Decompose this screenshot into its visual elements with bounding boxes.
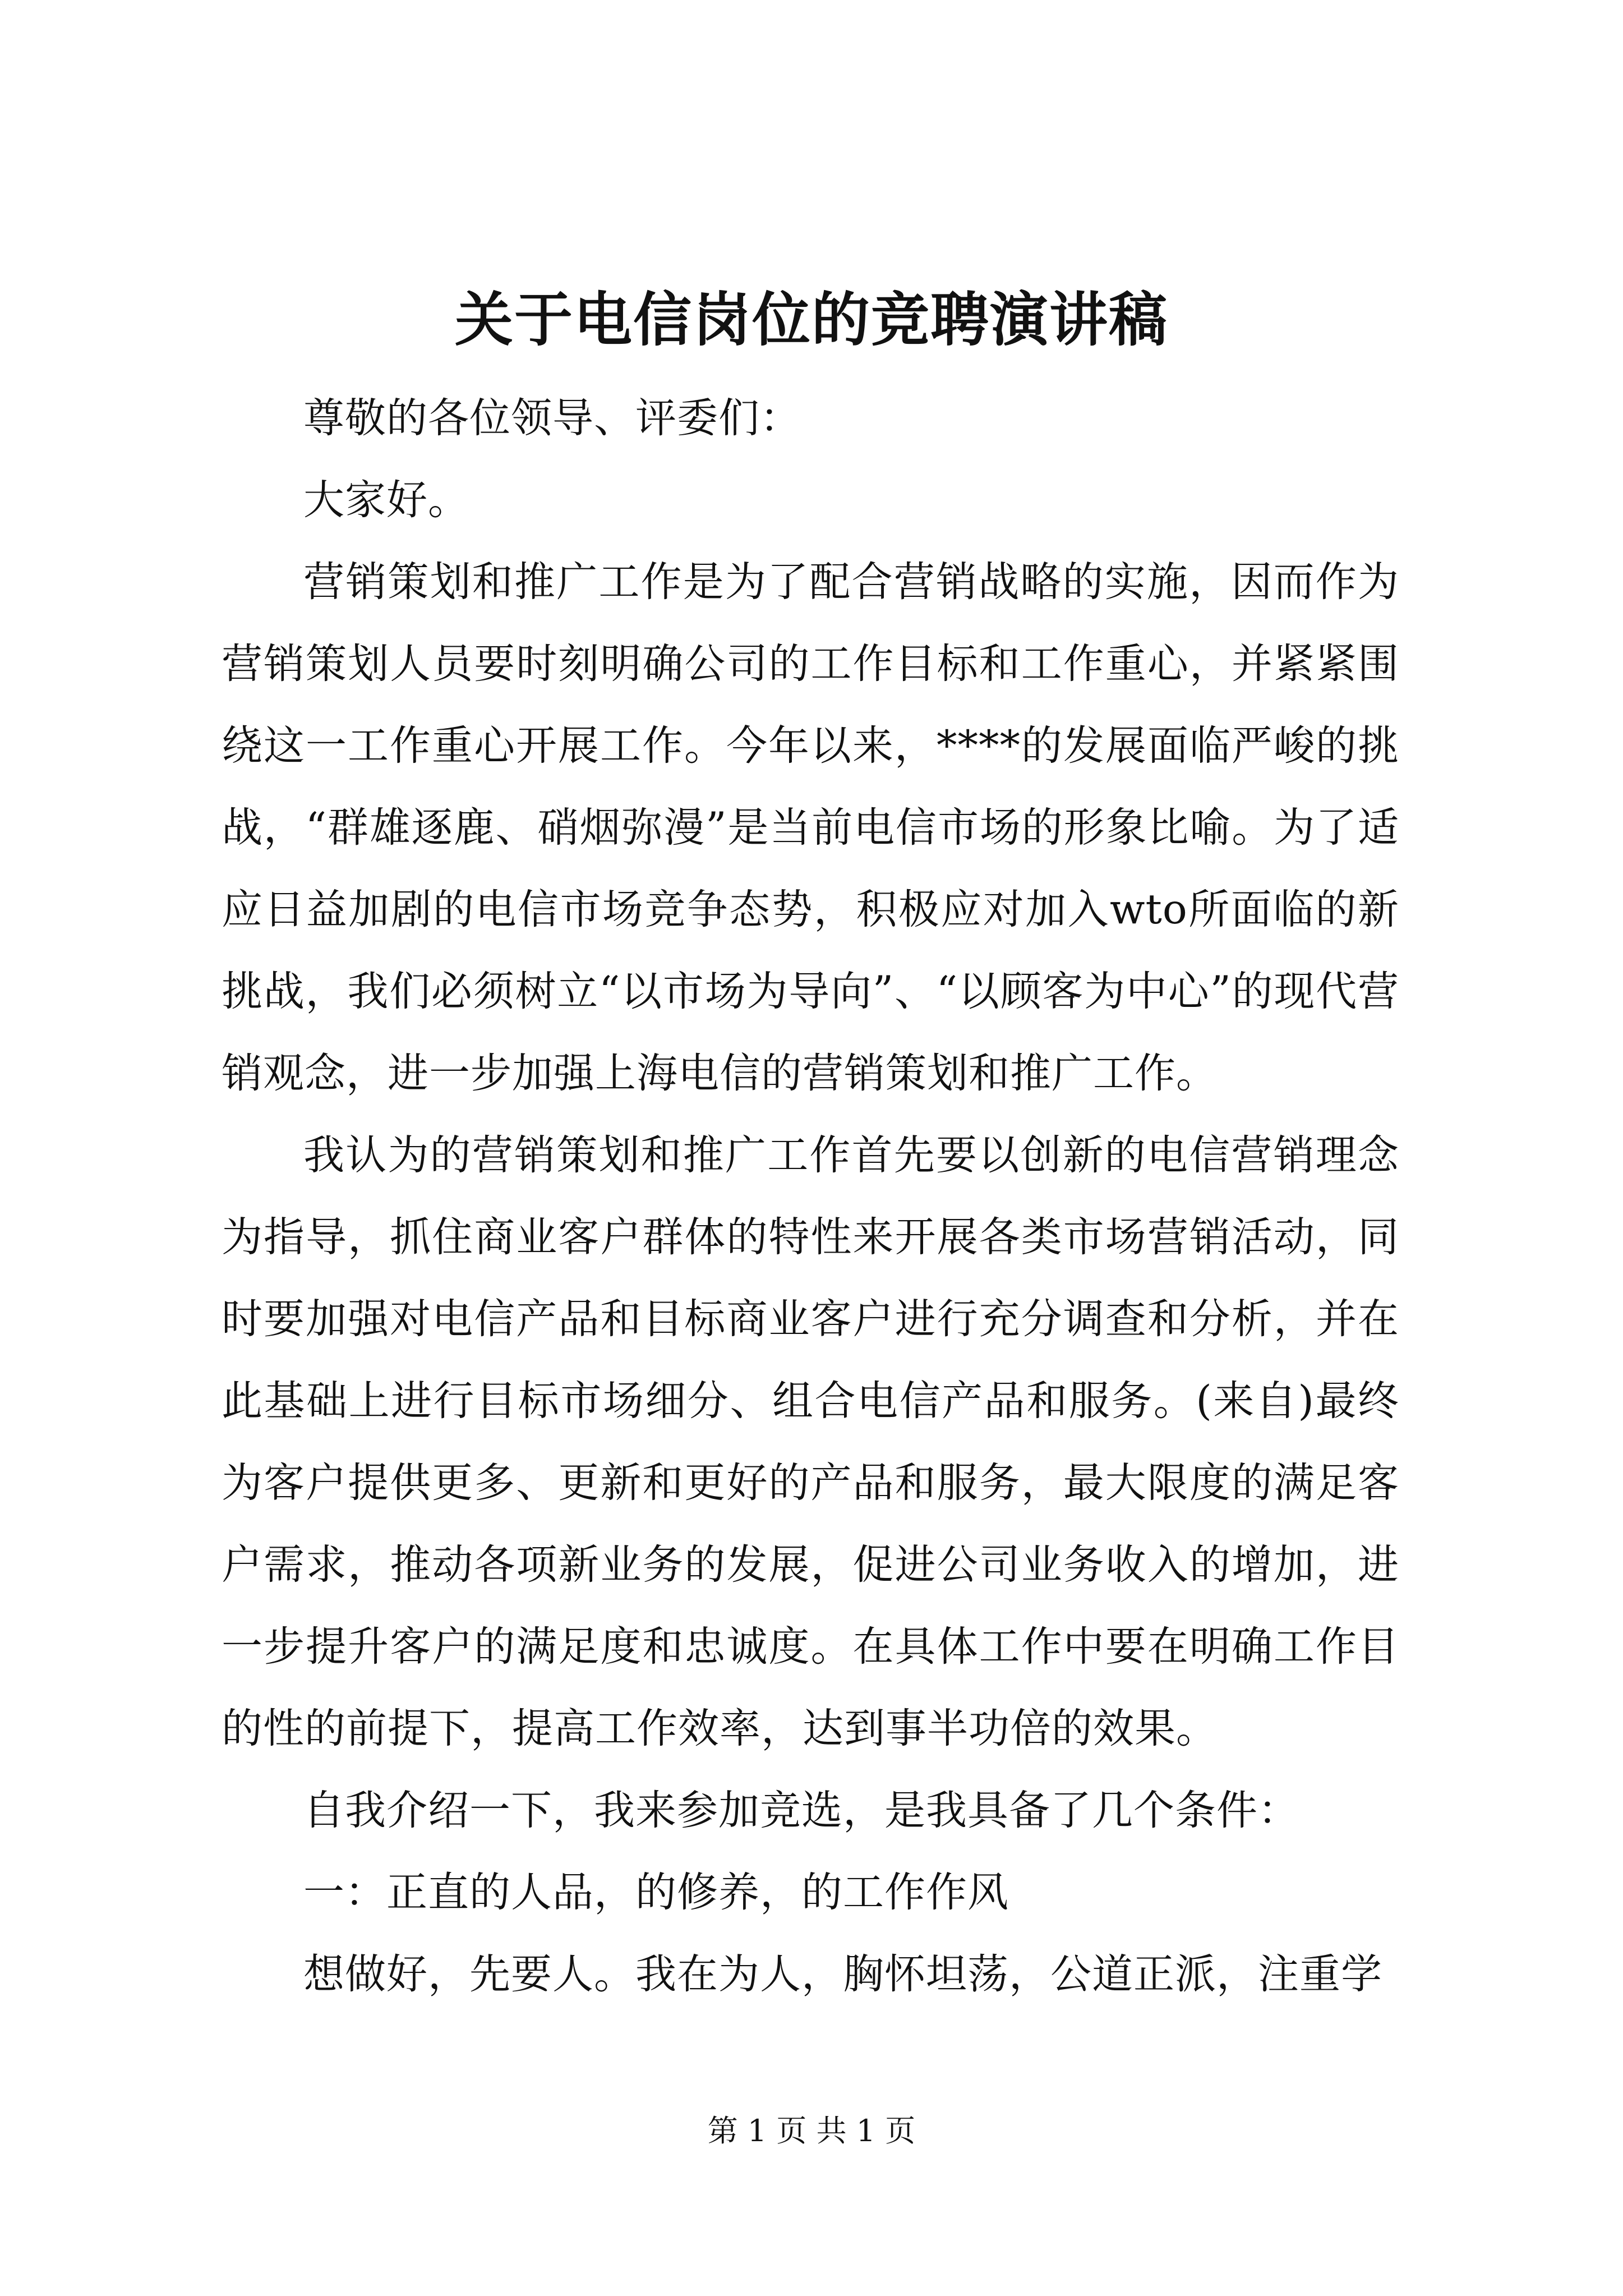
page-footer: 第 1 页 共 1 页 bbox=[707, 2113, 916, 2148]
body-paragraph: 想做好，先要人。我在为人，胸怀坦荡，公道正派，注重学 bbox=[303, 1950, 1382, 1998]
salutation-paragraph: 尊敬的各位领导、评委们： bbox=[303, 394, 801, 442]
document-title: 关于电信岗位的竞聘演讲稿 bbox=[454, 285, 1168, 354]
body-paragraph: 自我介绍一下，我来参加竞选，是我具备了几个条件： bbox=[303, 1787, 1299, 1834]
body-paragraph: 营销策划和推广工作是为了配合营销战略的实施，因而作为营销策划人员要时刻明确公司的工作目标和工作重心，并紧紧围绕这一工作重心开展工作。今年以来，****的发展面临严峻的挑战，“群雄逐鹿、硝烟弥漫”是当前电信市场的形象比喻。为了适应日益加剧的电信市场竞争态势，积极应对加入wto所面临的新挑战，我们必须树立“以市场为导向”、“以顾客为中心”的现代营销观念，进一步加强上海电信的营销策划和推广工作。 bbox=[222, 558, 1399, 1097]
document-body bbox=[222, 378, 1399, 2016]
greeting-paragraph: 大家好。 bbox=[303, 476, 469, 524]
section-heading: 一：正直的人品，的修养，的工作作风 bbox=[303, 1869, 1009, 1916]
body-paragraph: 我认为的营销策划和推广工作首先要以创新的电信营销理念为指导，抓住商业客户群体的特性来开展各类市场营销活动，同时要加强对电信产品和目标商业客户进行充分调查和分析，并在此基础上进行目标市场细分、组合电信产品和服务。(来自)最终为客户提供更多、更新和更好的产品和服务，最大限度的满足客户需求，推动各项新业务的发展，促进公司业务收入的增加，进一步提升客户的满足度和忠诚度。在具体工作中要在明确工作目的性的前提下，提高工作效率，达到事半功倍的效果。 bbox=[222, 1131, 1399, 1752]
